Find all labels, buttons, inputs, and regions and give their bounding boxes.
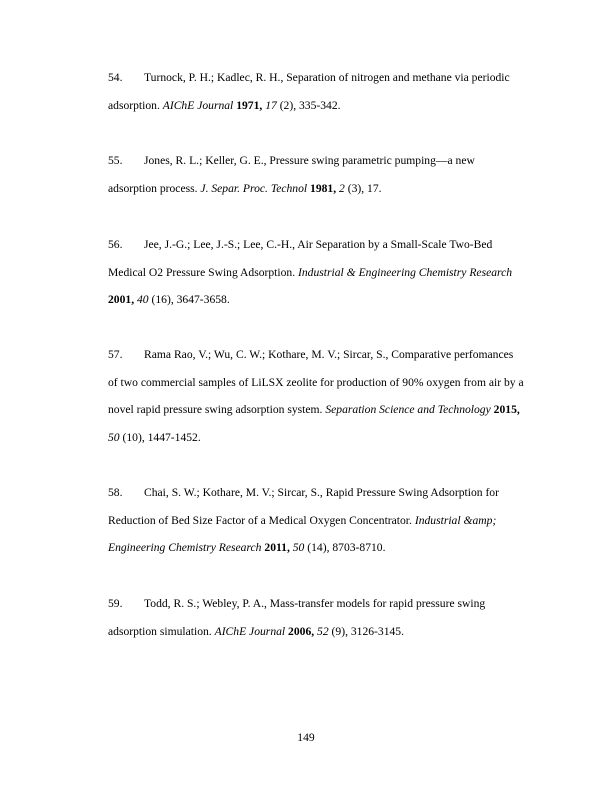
reference-number: 55. [108, 154, 123, 167]
reference-line [108, 147, 518, 175]
journal-name: Separation Science and Technology [325, 403, 491, 416]
reference-volume: 52 [317, 624, 329, 638]
reference-year: 1981, [310, 181, 337, 195]
reference-year: 2015, [493, 403, 520, 416]
reference-59 [108, 590, 518, 645]
journal-name: Industrial &amp; [414, 513, 497, 527]
reference-line [108, 92, 518, 120]
reference-line [108, 424, 518, 452]
reference-year: 2001, [108, 293, 135, 306]
journal-name: AIChE Journal [162, 98, 234, 112]
reference-authors: Jones, R. L.; Keller, G. E., Pressure swing parametric pumping—a new [144, 154, 475, 167]
reference-pages: (3), 17. [347, 181, 382, 195]
reference-pages: (10), 1447-1452. [122, 430, 201, 444]
reference-55 [108, 147, 518, 202]
reference-volume: 40 [137, 293, 149, 306]
reference-authors: Chai, S. W.; Kothare, M. V.; Sircar, S., Rapid Pressure Swing Adsorption for [144, 486, 499, 499]
reference-line [108, 286, 518, 314]
reference-pages: (14), 8703-8710. [307, 541, 386, 554]
reference-year: 2011, [264, 541, 290, 554]
reference-year: 2006, [288, 624, 315, 638]
reference-number: 56. [108, 238, 123, 251]
reference-pages: (2), 335-342. [279, 98, 341, 112]
reference-56 [108, 231, 518, 314]
reference-line [108, 479, 518, 507]
reference-volume: 50 [108, 430, 120, 444]
reference-58 [108, 479, 518, 562]
reference-text: Medical O2 Pressure Swing Adsorption. [108, 265, 296, 279]
reference-number: 58. [108, 486, 123, 499]
reference-number: 59. [108, 597, 123, 610]
reference-line [108, 507, 518, 535]
reference-line: of two commercial samples of LiLSX zeolite for production of 90% oxygen from air by a [108, 375, 524, 389]
reference-volume: 2 [339, 181, 345, 195]
reference-pages: (16), 3647-3658. [151, 293, 230, 306]
reference-number: 54. [108, 71, 123, 84]
reference-line [108, 396, 518, 424]
reference-text: adsorption process. [108, 181, 198, 195]
reference-line [108, 590, 518, 618]
journal-name: J. Separ. Proc. Technol [200, 181, 308, 195]
reference-volume: 50 [292, 541, 305, 554]
reference-year: 1971, [236, 98, 263, 112]
reference-54 [108, 64, 518, 119]
reference-line [108, 618, 518, 646]
reference-authors: Todd, R. S.; Webley, P. A., Mass-transfer models for rapid pressure swing [144, 597, 486, 610]
reference-authors: Turnock, P. H.; Kadlec, R. H., Separation of nitrogen and methane via periodic [144, 71, 510, 84]
reference-text: novel rapid pressure swing adsorption system. [108, 403, 323, 416]
reference-line [108, 259, 518, 287]
reference-text: adsorption. [108, 98, 160, 112]
journal-name: AIChE Journal [214, 624, 286, 638]
reference-pages: (9), 3126-3145. [331, 624, 404, 638]
reference-text: Reduction of Bed Size Factor of a Medical Oxygen Concentrator. [108, 513, 412, 527]
reference-line [108, 175, 518, 203]
reference-number: 57. [108, 348, 123, 361]
reference-authors: Jee, J.-G.; Lee, J.-S.; Lee, C.-H., Air Separation by a Small-Scale Two-Bed [144, 238, 493, 251]
journal-name: Engineering Chemistry Research [108, 541, 262, 554]
reference-line [108, 341, 518, 369]
reference-authors: Rama Rao, V.; Wu, C. W.; Kothare, M. V.; Sircar, S., Comparative perfomances [144, 348, 514, 361]
reference-line [108, 64, 518, 92]
reference-57 [108, 341, 524, 451]
reference-text: adsorption simulation. [108, 624, 212, 638]
journal-name: Industrial & Engineering Chemistry Research [298, 265, 513, 279]
reference-line [108, 231, 518, 259]
reference-line [108, 534, 518, 562]
reference-volume: 17 [265, 98, 277, 112]
page-number: 149 [297, 731, 315, 744]
